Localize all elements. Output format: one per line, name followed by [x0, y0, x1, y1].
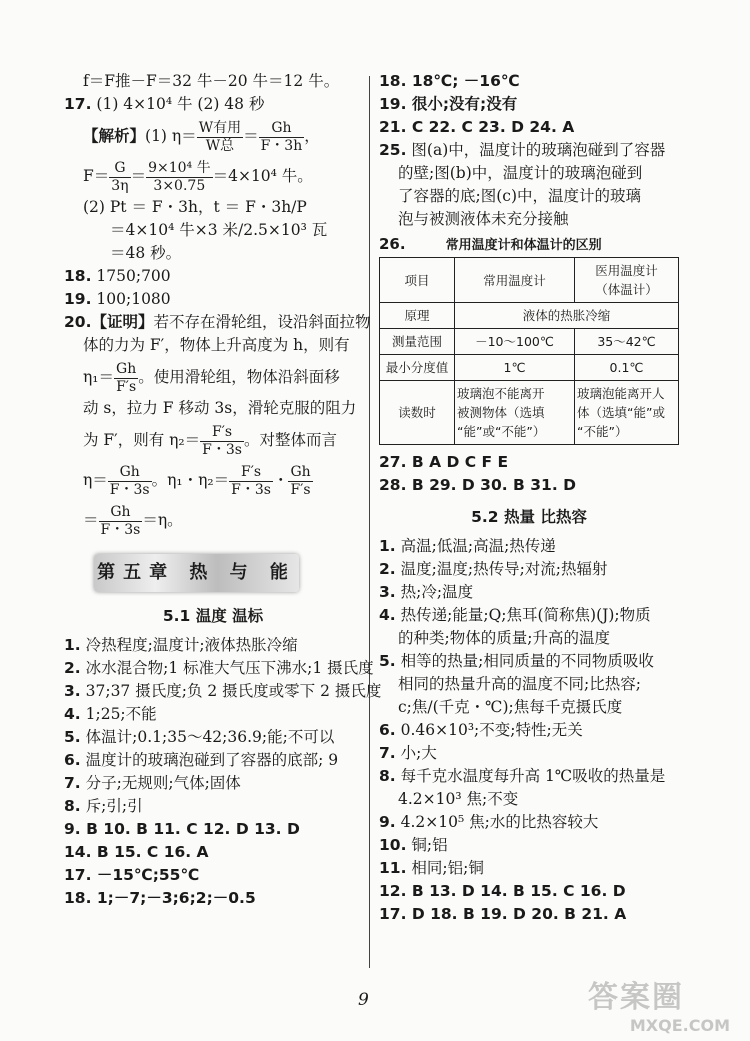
- item-number: 2.: [64, 659, 81, 677]
- item-number: 8.: [64, 797, 81, 815]
- list-item: [379, 650, 679, 673]
- text-line: ＝4×10⁴ 牛×3 米/2.5×10³ 瓦: [110, 221, 328, 239]
- answer-row: 21. C 22. C 23. D 24. A: [379, 118, 575, 136]
- item-number: 3.: [64, 682, 81, 700]
- cell-text: 被测物体（选填: [457, 405, 545, 420]
- list-item: [379, 673, 679, 696]
- table-row: [380, 329, 679, 355]
- list-item: [64, 726, 362, 749]
- item-number: 2.: [379, 560, 396, 578]
- text-line: ＝48 秒。: [110, 244, 182, 262]
- numerator: Gh: [108, 464, 152, 482]
- item-number: 3.: [379, 583, 396, 601]
- cell-text: 体（选填“能”或: [577, 405, 665, 420]
- numerator: W有用: [198, 119, 242, 136]
- watermark-url: MXQE.COM: [629, 1016, 730, 1035]
- item-text: 37;37 摄氏度;负 2 摄氏度或零下 2 摄氏度: [85, 682, 382, 700]
- denominator: W总: [205, 137, 235, 154]
- fraction: [99, 504, 143, 539]
- answer-text: 图(a)中，温度计的玻璃泡碰到了容器: [411, 141, 666, 159]
- denominator: F・3s: [109, 481, 150, 498]
- table-row: [380, 355, 679, 381]
- question-number: 19.: [64, 290, 92, 308]
- answer-text: (1) 4×10⁴ 牛 (2) 48 秒: [96, 95, 265, 113]
- item-number: 4.: [379, 606, 396, 624]
- math-line: [64, 460, 362, 500]
- item-text: 1;25;不能: [85, 705, 157, 723]
- table-caption: [379, 231, 679, 257]
- list-item: [64, 680, 382, 703]
- answer-text: 1750;700: [96, 267, 171, 285]
- answer-list: [64, 634, 382, 818]
- answer-row: 17. D 18. B 19. D 20. B 21. A: [379, 905, 627, 923]
- item-text: 斥;引;引: [85, 797, 143, 815]
- item-number: 1.: [64, 636, 81, 654]
- math-text: 。对整体而言: [243, 431, 337, 449]
- comparison-table: [379, 257, 679, 445]
- text-line: (2) Pt ＝ F・3h，t ＝ F・3h/P: [83, 198, 307, 216]
- item-number: 4.: [64, 705, 81, 723]
- answer-row: 18. 18℃; －16℃: [379, 72, 520, 90]
- table-cell: 读数时: [380, 381, 455, 445]
- table-cell: 1℃: [455, 355, 575, 381]
- math-text: ＝: [83, 511, 99, 529]
- item-number: 5.: [379, 652, 396, 670]
- right-column: [379, 70, 679, 926]
- item-number: 7.: [64, 774, 81, 792]
- question-number: 18.: [64, 267, 92, 285]
- fraction: [109, 160, 130, 195]
- table-title: 常用温度计和体温计的区别: [445, 238, 602, 253]
- section-title: 5.2 热量 比热容: [471, 508, 587, 526]
- list-item: [64, 657, 374, 680]
- fraction: [108, 464, 152, 499]
- fraction: [200, 424, 244, 459]
- text-line: f＝F推－F＝32 牛－20 牛＝12 牛。: [83, 72, 340, 90]
- text-line: 的壁;图(b)中，温度计的玻璃泡碰到: [398, 164, 643, 182]
- watermark-text: 答案圈: [588, 980, 684, 1015]
- math-line: [64, 116, 362, 156]
- denominator: F・3h: [260, 137, 303, 154]
- table-row: [380, 303, 679, 329]
- math-text: ＝: [130, 167, 147, 185]
- answer-text: 100;1080: [96, 290, 171, 308]
- math-text: 为 F′，则有 η₂＝: [83, 431, 201, 449]
- numerator: Gh: [290, 463, 311, 480]
- item-text: 相同;铝;铜: [411, 859, 484, 877]
- left-column: [64, 70, 382, 910]
- math-text: 。η₁・η₂＝: [151, 471, 230, 489]
- cell-text: “能”或“不能”）: [457, 424, 546, 439]
- math-text: η₁＝: [83, 368, 115, 386]
- table-cell: 液体的热胀冷缩: [455, 303, 679, 329]
- item-text: 0.46×10³;不变;特性;无关: [400, 721, 583, 739]
- list-item: [64, 749, 362, 772]
- text-line: 泡与被测液体未充分接触: [398, 210, 569, 228]
- question-number: 20.: [64, 313, 92, 331]
- list-item: [379, 719, 679, 742]
- fraction: [259, 120, 305, 155]
- item-text: 冰水混合物;1 标准大气压下沸水;1 摄氏度: [85, 659, 374, 677]
- item-text: 冷热程度;温度计;液体热胀冷缩: [85, 636, 298, 654]
- section-title: 5.1 温度 温标: [162, 607, 264, 625]
- answer-row: 12. B 13. D 14. B 15. C 16. D: [379, 882, 626, 900]
- column-divider: [369, 76, 370, 968]
- item-number: 6.: [379, 721, 396, 739]
- item-text: 相同的热量升高的温度不同;比热容;: [398, 675, 641, 693]
- list-item: [379, 857, 679, 880]
- text-line: 体的力为 F′，物体上升高度为 h，则有: [83, 336, 350, 354]
- fraction: [114, 361, 138, 396]
- denominator: F・3s: [231, 481, 271, 498]
- list-item: [379, 765, 679, 788]
- math-line: [64, 420, 362, 460]
- numerator: Gh: [259, 120, 305, 138]
- table-cell: 35～42℃: [575, 329, 679, 355]
- item-text: 每千克水温度每升高 1℃吸收的热量是: [400, 767, 666, 785]
- list-item: [379, 535, 679, 558]
- math-text: η＝: [83, 471, 108, 489]
- item-number: 7.: [379, 744, 396, 762]
- numerator: 9×10⁴ 牛: [148, 159, 211, 176]
- list-item: [379, 604, 679, 627]
- answer-row: 19. 很小;没有;没有: [379, 95, 518, 113]
- fraction: [288, 464, 312, 499]
- watermark-logo: [588, 972, 738, 1034]
- cell-text: 医用温度计: [595, 263, 658, 278]
- list-item: [64, 795, 362, 818]
- table-cell: 常用温度计: [455, 258, 575, 303]
- cell-text: 玻璃泡不能离开: [457, 386, 545, 401]
- item-number: 8.: [379, 767, 396, 785]
- list-item: [64, 772, 362, 795]
- analysis-label: 【解析】: [83, 127, 146, 145]
- math-text: ＝4×10⁴ 牛。: [212, 167, 313, 185]
- math-text: F＝: [83, 167, 110, 185]
- math-text: ，: [304, 127, 320, 145]
- math-line: [64, 156, 362, 196]
- table-cell: 项目: [380, 258, 455, 303]
- fraction: [197, 120, 243, 155]
- item-number: 5.: [64, 728, 81, 746]
- denominator: F′s: [290, 481, 311, 498]
- table-cell: [455, 381, 575, 445]
- denominator: 3η: [111, 177, 129, 194]
- math-text: ・: [272, 471, 289, 489]
- math-line: [64, 357, 362, 397]
- numerator: Gh: [116, 360, 137, 377]
- answer-row: 17. －15℃;55℃: [64, 866, 200, 884]
- item-text: 小;大: [400, 744, 437, 762]
- table-cell: 最小分度值: [380, 355, 455, 381]
- question-number: 25.: [379, 141, 407, 159]
- answer-row: 28. B 29. D 30. B 31. D: [379, 476, 576, 494]
- fraction: [146, 160, 213, 195]
- answer-row: 18. 1;－7;－3;6;2;－0.5: [64, 889, 256, 907]
- denominator: 3×0.75: [153, 177, 206, 194]
- math-text: (1) η＝: [145, 127, 197, 145]
- item-text: c;焦/(千克・℃);焦每千克摄氏度: [398, 698, 623, 716]
- answer-row: 14. B 15. C 16. A: [64, 843, 209, 861]
- table-cell: 0.1℃: [575, 355, 679, 381]
- text-line: 了容器的底;图(c)中，温度计的玻璃: [398, 187, 641, 205]
- list-item: [64, 703, 362, 726]
- item-number: 11.: [379, 859, 407, 877]
- table-cell: [575, 258, 679, 303]
- denominator: F・3s: [100, 521, 141, 538]
- table-cell: 原理: [380, 303, 455, 329]
- numerator: Gh: [99, 504, 143, 522]
- answer-row: 27. B A D C F E: [379, 453, 509, 471]
- item-number: 1.: [379, 537, 396, 555]
- item-text: 热;冷;温度: [400, 583, 474, 601]
- page-number: 9: [358, 990, 369, 1010]
- question-number: 17.: [64, 95, 92, 113]
- item-text: 温度;温度;热传导;对流;热辐射: [400, 560, 608, 578]
- item-number: 6.: [64, 751, 81, 769]
- list-item: [64, 634, 362, 657]
- item-text: 热传递;能量;Q;焦耳(简称焦)(J);物质: [400, 606, 651, 624]
- numerator: F′s: [200, 424, 244, 442]
- item-text: 铜;铝: [411, 836, 448, 854]
- item-text: 温度计的玻璃泡碰到了容器的底部; 9: [85, 751, 339, 769]
- table-cell: －10～100℃: [455, 329, 575, 355]
- item-number: 10.: [379, 836, 407, 854]
- list-item: [379, 558, 679, 581]
- item-text: 相等的热量;相同质量的不同物质吸收: [400, 652, 654, 670]
- text-line: 动 s，拉力 F 移动 3s，滑轮克服的阻力: [83, 399, 357, 417]
- item-text: 4.2×10³ 焦;不变: [398, 790, 519, 808]
- cell-text: 玻璃泡能离开人: [577, 386, 665, 401]
- list-item: [379, 834, 679, 857]
- numerator: F′s: [229, 464, 273, 482]
- answer-row: 9. B 10. B 11. C 12. D 13. D: [64, 820, 300, 838]
- item-text: 分子;无规则;气体;固体: [85, 774, 241, 792]
- item-text: 高温;低温;高温;热传递: [400, 537, 556, 555]
- list-item: [379, 627, 679, 650]
- math-text: ＝: [243, 127, 259, 145]
- item-text: 的种类;物体的质量;升高的温度: [398, 629, 610, 647]
- numerator: G: [109, 160, 130, 178]
- table-row: [380, 381, 679, 445]
- item-number: 9.: [379, 813, 396, 831]
- math-text: 。使用滑轮组，物体沿斜面移: [138, 368, 340, 386]
- table-cell: [575, 381, 679, 445]
- denominator: F・3s: [202, 441, 242, 458]
- table-row: [380, 258, 679, 303]
- question-number: 26.: [379, 235, 406, 253]
- math-line: [64, 500, 362, 540]
- answer-text: 若不存在滑轮组，设沿斜面拉物: [153, 313, 371, 331]
- cell-text: “不能”）: [577, 424, 628, 439]
- proof-label: 【证明】: [91, 313, 154, 331]
- list-item: [379, 788, 679, 811]
- denominator: F′s: [116, 378, 137, 395]
- list-item: [379, 581, 679, 604]
- cell-text: （体温计）: [595, 282, 658, 297]
- chapter-banner: 第五章 热 与 能: [94, 554, 299, 592]
- answer-list: [379, 535, 679, 880]
- list-item: [379, 742, 679, 765]
- math-text: ＝η。: [142, 511, 183, 529]
- list-item: [379, 696, 679, 719]
- fraction: [229, 464, 273, 499]
- item-text: 体温计;0.1;35～42;36.9;能;不可以: [85, 728, 335, 746]
- item-text: 4.2×10⁵ 焦;水的比热容较大: [400, 813, 599, 831]
- table-cell: 测量范围: [380, 329, 455, 355]
- list-item: [379, 811, 679, 834]
